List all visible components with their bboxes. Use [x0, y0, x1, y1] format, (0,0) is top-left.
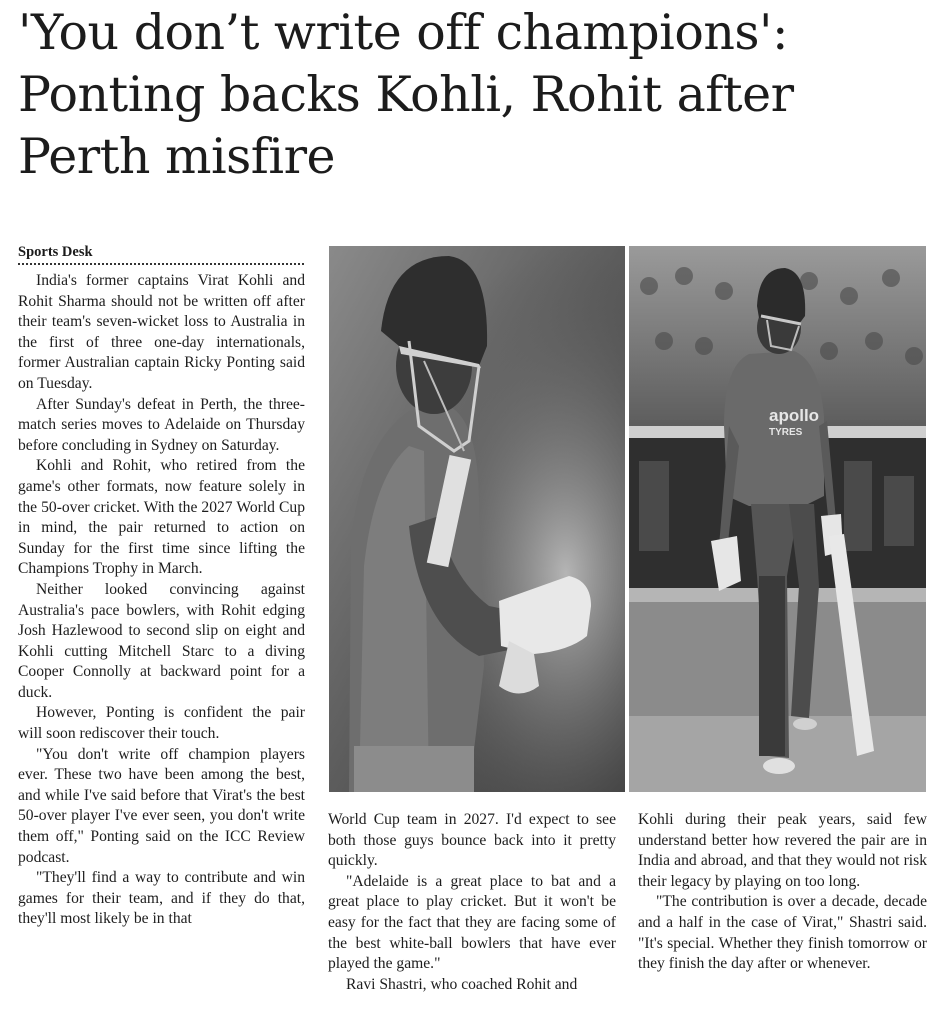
article-paragraph: "You don't write off champion players ever. These two have been among the best, and while I've said before that Virat's the best 50-over player I've ever seen, you don't write them off," Ponting said on the ICC Review podcast. [18, 745, 305, 866]
article-paragraph: Kohli and Rohit, who retired from the game's other formats, now feature solely in the 50-over cricket. With the 2027 World Cup in mind, the pair returned to action on Sunday for the first time since lifting the Champions Trophy in March. [18, 457, 305, 578]
photo-rohit [629, 246, 926, 792]
article-paragraph: "They'll find a way to contribute and win games for their team, and if they do that, they'll most likely be in that [18, 869, 305, 928]
photo-rohit-image [629, 246, 926, 792]
article-paragraph: Neither looked convincing against Australia's pace bowlers, with Rohit edging Josh Hazlewood to second slip on eight and Kohli cutting Mitchell Starc to a diving Cooper Connolly at backward point for a duck. [18, 580, 305, 701]
article-paragraph: "The contribution is over a decade, decade and a half in the case of Virat," Shastri said. "It's special. Whether they finish tomorrow or they finish the day after or whenever. [638, 893, 927, 973]
article-paragraph: Kohli during their peak years, said few understand better how revered the pair are in India and abroad, and that they would not risk their legacy by playing on too long. [638, 811, 927, 890]
article-paragraph: World Cup team in 2027. I'd expect to see both those guys bounce back into it pretty quickly. [328, 811, 616, 870]
article-column-2 [328, 810, 616, 995]
article-paragraph: Ravi Shastri, who coached Rohit and [346, 975, 578, 993]
article-paragraph: After Sunday's defeat in Perth, the three-match series moves to Adelaide on Thursday before concluding in Sydney on Saturday. [18, 395, 305, 454]
article-paragraph: "Adelaide is a great place to bat and a great place to play cricket. But it won't be easy for the fact that they are facing some of the best white-ball bowlers that have ever played the game." [328, 872, 616, 973]
article-column-1 [18, 271, 305, 930]
article-paragraph: However, Ponting is confident the pair will soon rediscover their touch. [18, 704, 305, 743]
article-paragraph: India's former captains Virat Kohli and Rohit Sharma should not be written off after their team's seven-wicket loss to Australia in the first of three one-day internationals, former Australian captain Ricky Ponting said on Tuesday. [18, 272, 305, 392]
photo-kohli-image [329, 246, 625, 792]
shirt-sponsor-text: apollo TYRES [769, 406, 820, 438]
article-column-3 [638, 810, 927, 975]
byline: Sports Desk [18, 243, 304, 265]
headline: 'You don’t write off champions': Ponting backs Kohli, Rohit after Perth misfire [18, 4, 794, 185]
photo-kohli [329, 246, 625, 792]
